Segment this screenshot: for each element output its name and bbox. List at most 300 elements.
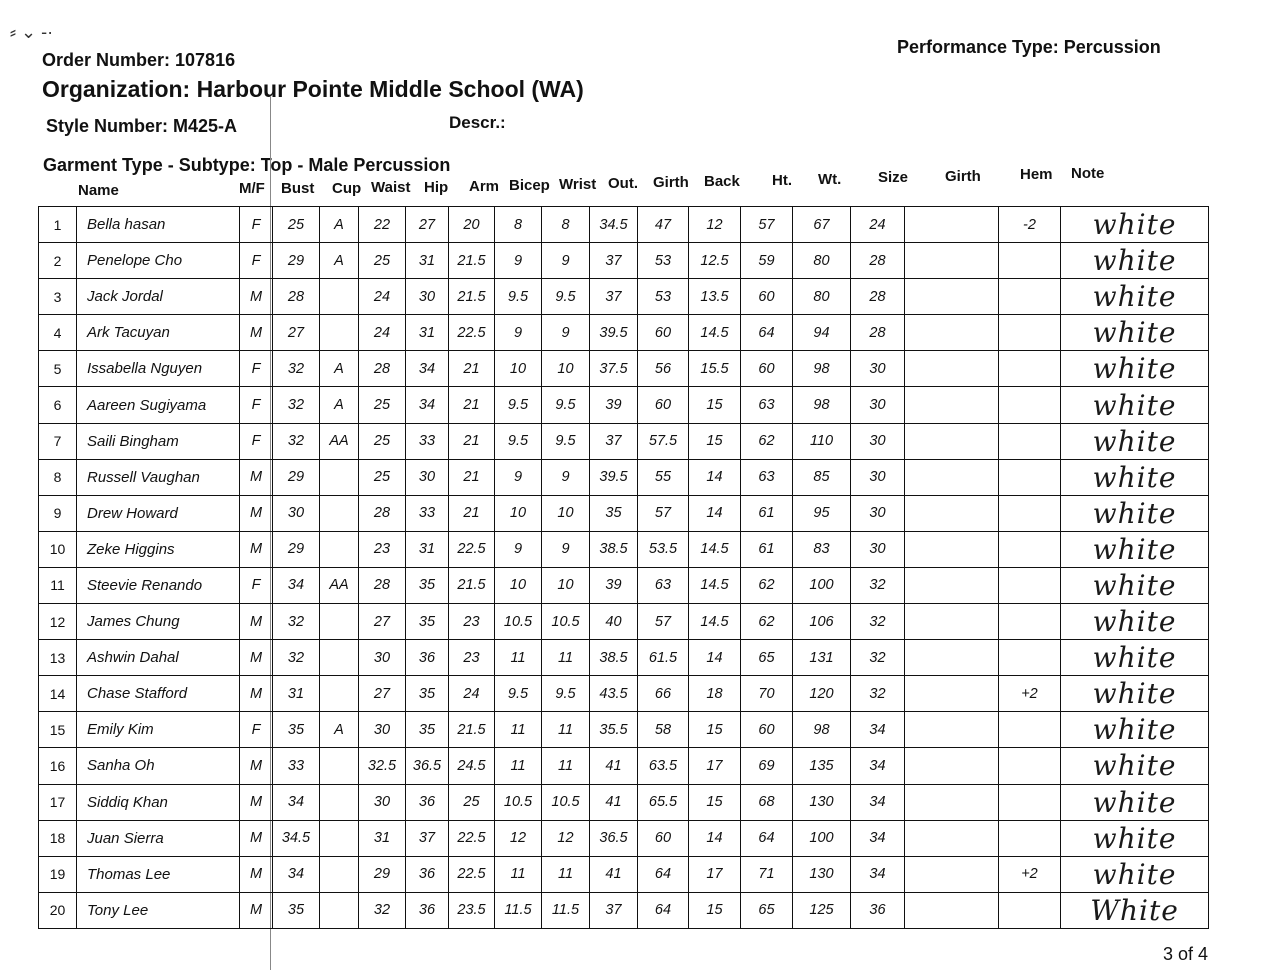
cell-ht: 65 <box>741 892 793 928</box>
cell-cup <box>320 279 359 315</box>
cell-num: 16 <box>39 748 77 784</box>
table-row <box>39 604 1209 640</box>
cell-size: 28 <box>851 315 905 351</box>
cell-back: 12.5 <box>689 243 741 279</box>
cell-hem <box>999 604 1061 640</box>
cell-girth: 53 <box>638 279 689 315</box>
cell-hip: 35 <box>406 676 449 712</box>
cell-bust: 32 <box>273 423 320 459</box>
cell-bust: 34 <box>273 567 320 603</box>
cell-num: 12 <box>39 604 77 640</box>
cell-arm: 24.5 <box>449 748 495 784</box>
cell-ht: 64 <box>741 820 793 856</box>
cell-hip: 31 <box>406 315 449 351</box>
cell-girth: 63 <box>638 567 689 603</box>
cell-hip: 31 <box>406 531 449 567</box>
table-row <box>39 423 1209 459</box>
cell-bust: 29 <box>273 531 320 567</box>
cell-ht: 65 <box>741 640 793 676</box>
cell-ht: 60 <box>741 712 793 748</box>
cell-girth2 <box>905 315 999 351</box>
cell-size: 34 <box>851 820 905 856</box>
cell-cup: A <box>320 712 359 748</box>
cell-name: Steevie Renando <box>77 567 240 603</box>
cell-mf: F <box>240 351 273 387</box>
cell-bicep: 9.5 <box>495 676 542 712</box>
cell-bust: 29 <box>273 459 320 495</box>
cell-girth: 66 <box>638 676 689 712</box>
table-row <box>39 567 1209 603</box>
cell-arm: 24 <box>449 676 495 712</box>
table-row <box>39 640 1209 676</box>
cell-bicep: 11.5 <box>495 892 542 928</box>
table-row <box>39 207 1209 243</box>
cell-girth2 <box>905 495 999 531</box>
cell-mf: M <box>240 279 273 315</box>
cell-mf: M <box>240 640 273 676</box>
table-row <box>39 784 1209 820</box>
cell-wrist: 11 <box>542 712 590 748</box>
cell-note: white <box>1061 531 1209 567</box>
cell-wt: 120 <box>793 676 851 712</box>
cell-girth2 <box>905 856 999 892</box>
cell-wt: 135 <box>793 748 851 784</box>
cell-girth: 60 <box>638 820 689 856</box>
cell-girth: 58 <box>638 712 689 748</box>
cell-size: 30 <box>851 423 905 459</box>
cell-cup <box>320 856 359 892</box>
cell-note: white <box>1061 315 1209 351</box>
cell-cup <box>320 604 359 640</box>
cell-out: 35.5 <box>590 712 638 748</box>
cell-girth2 <box>905 243 999 279</box>
cell-name: Aareen Sugiyama <box>77 387 240 423</box>
cell-wt: 80 <box>793 243 851 279</box>
cell-size: 34 <box>851 712 905 748</box>
cell-size: 30 <box>851 531 905 567</box>
cell-girth2 <box>905 604 999 640</box>
cell-out: 38.5 <box>590 640 638 676</box>
cell-cup: A <box>320 387 359 423</box>
cell-ht: 61 <box>741 495 793 531</box>
cell-wrist: 9 <box>542 243 590 279</box>
table-row <box>39 243 1209 279</box>
cell-out: 40 <box>590 604 638 640</box>
cell-mf: M <box>240 315 273 351</box>
cell-wt: 95 <box>793 495 851 531</box>
cell-girth: 55 <box>638 459 689 495</box>
cell-out: 36.5 <box>590 820 638 856</box>
cell-back: 13.5 <box>689 279 741 315</box>
col-header-back: Back <box>704 173 740 190</box>
cell-name: Saili Bingham <box>77 423 240 459</box>
cell-hip: 36.5 <box>406 748 449 784</box>
cell-wt: 125 <box>793 892 851 928</box>
cell-back: 17 <box>689 856 741 892</box>
cell-cup <box>320 459 359 495</box>
cell-girth2 <box>905 820 999 856</box>
cell-cup <box>320 495 359 531</box>
cell-wrist: 10 <box>542 351 590 387</box>
cell-bicep: 11 <box>495 640 542 676</box>
cell-girth2 <box>905 459 999 495</box>
cell-arm: 21 <box>449 459 495 495</box>
cell-out: 41 <box>590 748 638 784</box>
cell-waist: 32.5 <box>359 748 406 784</box>
cell-waist: 27 <box>359 604 406 640</box>
cell-hem <box>999 712 1061 748</box>
cell-arm: 25 <box>449 784 495 820</box>
cell-cup: AA <box>320 423 359 459</box>
cell-size: 30 <box>851 459 905 495</box>
cell-hem <box>999 892 1061 928</box>
cell-name: Bella hasan <box>77 207 240 243</box>
cell-note: white <box>1061 495 1209 531</box>
cell-note: white <box>1061 676 1209 712</box>
cell-cup: AA <box>320 567 359 603</box>
col-header-girth: Girth <box>653 174 689 191</box>
cell-name: Ark Tacuyan <box>77 315 240 351</box>
cell-girth2 <box>905 640 999 676</box>
cell-hem <box>999 423 1061 459</box>
cell-mf: M <box>240 495 273 531</box>
cell-wrist: 9 <box>542 315 590 351</box>
cell-girth: 63.5 <box>638 748 689 784</box>
cell-wt: 98 <box>793 712 851 748</box>
col-header-bust: Bust <box>281 180 315 197</box>
cell-ht: 61 <box>741 531 793 567</box>
cell-arm: 21 <box>449 495 495 531</box>
cell-note: white <box>1061 567 1209 603</box>
cell-cup <box>320 748 359 784</box>
cell-bust: 34.5 <box>273 820 320 856</box>
cell-back: 15.5 <box>689 351 741 387</box>
cell-girth2 <box>905 784 999 820</box>
cell-mf: F <box>240 387 273 423</box>
cell-note: white <box>1061 604 1209 640</box>
cell-hem <box>999 315 1061 351</box>
cell-mf: M <box>240 856 273 892</box>
cell-ht: 62 <box>741 423 793 459</box>
cell-num: 18 <box>39 820 77 856</box>
cell-size: 24 <box>851 207 905 243</box>
cell-wt: 83 <box>793 531 851 567</box>
cell-mf: M <box>240 892 273 928</box>
cell-bust: 31 <box>273 676 320 712</box>
cell-name: Issabella Nguyen <box>77 351 240 387</box>
col-header-mf: M/F <box>239 180 265 197</box>
cell-wt: 131 <box>793 640 851 676</box>
cell-hip: 33 <box>406 423 449 459</box>
cell-waist: 24 <box>359 279 406 315</box>
cell-num: 6 <box>39 387 77 423</box>
col-header-arm: Arm <box>469 178 500 195</box>
cell-out: 35 <box>590 495 638 531</box>
cell-name: Drew Howard <box>77 495 240 531</box>
cell-bust: 32 <box>273 351 320 387</box>
cell-wt: 98 <box>793 387 851 423</box>
cell-back: 17 <box>689 748 741 784</box>
cell-out: 37 <box>590 892 638 928</box>
cell-arm: 21 <box>449 387 495 423</box>
cell-size: 28 <box>851 243 905 279</box>
order-number: Order Number: 107816 <box>42 50 236 70</box>
cell-ht: 62 <box>741 567 793 603</box>
cell-ht: 64 <box>741 315 793 351</box>
cell-wt: 67 <box>793 207 851 243</box>
cell-wt: 100 <box>793 820 851 856</box>
cell-bust: 29 <box>273 243 320 279</box>
cell-bicep: 10 <box>495 567 542 603</box>
cell-girth: 60 <box>638 315 689 351</box>
cell-note: white <box>1061 820 1209 856</box>
cell-hip: 35 <box>406 604 449 640</box>
table-row <box>39 531 1209 567</box>
cell-girth: 57 <box>638 495 689 531</box>
cell-wrist: 8 <box>542 207 590 243</box>
cell-back: 15 <box>689 423 741 459</box>
cell-girth: 57 <box>638 604 689 640</box>
cell-size: 30 <box>851 351 905 387</box>
cell-girth: 53 <box>638 243 689 279</box>
cell-back: 14.5 <box>689 567 741 603</box>
table-row <box>39 351 1209 387</box>
cell-bicep: 11 <box>495 748 542 784</box>
cell-out: 34.5 <box>590 207 638 243</box>
cell-waist: 32 <box>359 892 406 928</box>
cell-out: 41 <box>590 856 638 892</box>
cell-girth: 64 <box>638 892 689 928</box>
cell-arm: 21 <box>449 351 495 387</box>
cell-mf: F <box>240 243 273 279</box>
cell-hip: 30 <box>406 459 449 495</box>
cell-hip: 33 <box>406 495 449 531</box>
cell-wrist: 10 <box>542 567 590 603</box>
cell-bust: 33 <box>273 748 320 784</box>
cell-waist: 30 <box>359 640 406 676</box>
cell-wt: 94 <box>793 315 851 351</box>
performance-type: Performance Type: Percussion <box>897 37 1161 57</box>
col-header-ht: Ht. <box>772 172 792 189</box>
measurements-table <box>38 206 1209 929</box>
style-number: Style Number: M425-A <box>46 116 238 136</box>
cell-wrist: 10.5 <box>542 604 590 640</box>
cell-girth2 <box>905 207 999 243</box>
cell-waist: 28 <box>359 495 406 531</box>
cell-name: Penelope Cho <box>77 243 240 279</box>
cell-hip: 31 <box>406 243 449 279</box>
cell-arm: 22.5 <box>449 531 495 567</box>
cell-size: 34 <box>851 784 905 820</box>
cell-arm: 22.5 <box>449 856 495 892</box>
cell-girth: 61.5 <box>638 640 689 676</box>
cell-wt: 100 <box>793 567 851 603</box>
cell-bicep: 11 <box>495 856 542 892</box>
cell-waist: 28 <box>359 351 406 387</box>
cell-bust: 32 <box>273 640 320 676</box>
cell-wrist: 12 <box>542 820 590 856</box>
cell-note: white <box>1061 748 1209 784</box>
cell-girth2 <box>905 676 999 712</box>
cell-bust: 34 <box>273 856 320 892</box>
cell-bust: 32 <box>273 604 320 640</box>
cell-wrist: 10 <box>542 495 590 531</box>
cell-hem <box>999 279 1061 315</box>
cell-wt: 80 <box>793 279 851 315</box>
cell-waist: 24 <box>359 315 406 351</box>
cell-girth2 <box>905 567 999 603</box>
cell-waist: 29 <box>359 856 406 892</box>
cell-back: 15 <box>689 892 741 928</box>
cell-mf: M <box>240 784 273 820</box>
cell-size: 30 <box>851 387 905 423</box>
cell-size: 32 <box>851 676 905 712</box>
cell-arm: 21.5 <box>449 567 495 603</box>
cell-name: Jack Jordal <box>77 279 240 315</box>
cell-girth2 <box>905 892 999 928</box>
cell-note: white <box>1061 207 1209 243</box>
cell-bicep: 9 <box>495 531 542 567</box>
cell-waist: 25 <box>359 459 406 495</box>
col-header-bicep: Bicep <box>509 177 550 194</box>
corner-mark-icon: ⸗ ⌄ ‐· <box>10 22 54 42</box>
cell-girth2 <box>905 423 999 459</box>
cell-name: Russell Vaughan <box>77 459 240 495</box>
table-row <box>39 820 1209 856</box>
cell-num: 20 <box>39 892 77 928</box>
cell-back: 15 <box>689 784 741 820</box>
cell-bust: 34 <box>273 784 320 820</box>
cell-mf: M <box>240 531 273 567</box>
cell-ht: 62 <box>741 604 793 640</box>
cell-cup: A <box>320 243 359 279</box>
cell-size: 34 <box>851 856 905 892</box>
cell-cup: A <box>320 207 359 243</box>
cell-out: 37 <box>590 423 638 459</box>
cell-ht: 71 <box>741 856 793 892</box>
cell-back: 12 <box>689 207 741 243</box>
cell-name: Siddiq Khan <box>77 784 240 820</box>
cell-mf: M <box>240 604 273 640</box>
cell-hip: 35 <box>406 567 449 603</box>
description-label: Descr.: <box>449 113 506 132</box>
cell-bicep: 9 <box>495 459 542 495</box>
cell-ht: 69 <box>741 748 793 784</box>
cell-wt: 98 <box>793 351 851 387</box>
cell-bust: 30 <box>273 495 320 531</box>
cell-girth2 <box>905 351 999 387</box>
cell-cup <box>320 892 359 928</box>
cell-ht: 59 <box>741 243 793 279</box>
table-row <box>39 495 1209 531</box>
cell-note: white <box>1061 459 1209 495</box>
cell-size: 34 <box>851 748 905 784</box>
cell-note: white <box>1061 279 1209 315</box>
col-header-out: Out. <box>608 175 638 192</box>
table-row <box>39 279 1209 315</box>
cell-out: 39 <box>590 567 638 603</box>
cell-note: white <box>1061 243 1209 279</box>
cell-wrist: 11.5 <box>542 892 590 928</box>
cell-hem <box>999 495 1061 531</box>
page-number: 3 of 4 <box>1163 944 1209 964</box>
cell-hem <box>999 387 1061 423</box>
cell-cup <box>320 820 359 856</box>
cell-hip: 37 <box>406 820 449 856</box>
cell-waist: 25 <box>359 423 406 459</box>
cell-hip: 36 <box>406 640 449 676</box>
cell-ht: 63 <box>741 459 793 495</box>
cell-arm: 21.5 <box>449 279 495 315</box>
cell-hem <box>999 351 1061 387</box>
cell-girth2 <box>905 748 999 784</box>
cell-waist: 25 <box>359 387 406 423</box>
cell-back: 14.5 <box>689 604 741 640</box>
cell-bicep: 10.5 <box>495 784 542 820</box>
cell-wrist: 9.5 <box>542 279 590 315</box>
cell-girth: 53.5 <box>638 531 689 567</box>
col-header-girth-2: Girth <box>945 168 981 185</box>
cell-back: 18 <box>689 676 741 712</box>
cell-cup <box>320 531 359 567</box>
table-row <box>39 712 1209 748</box>
cell-back: 15 <box>689 387 741 423</box>
cell-wt: 130 <box>793 856 851 892</box>
cell-name: Ashwin Dahal <box>77 640 240 676</box>
cell-cup <box>320 315 359 351</box>
cell-out: 37 <box>590 243 638 279</box>
cell-num: 15 <box>39 712 77 748</box>
garment-type: Garment Type - Subtype: Top - Male Percussion <box>43 155 451 175</box>
col-header-cup: Cup <box>332 180 362 197</box>
cell-hip: 27 <box>406 207 449 243</box>
cell-out: 38.5 <box>590 531 638 567</box>
cell-girth2 <box>905 712 999 748</box>
cell-name: Thomas Lee <box>77 856 240 892</box>
col-header-waist: Waist <box>371 179 411 196</box>
cell-num: 9 <box>39 495 77 531</box>
col-header-note: Note <box>1071 165 1105 182</box>
cell-num: 19 <box>39 856 77 892</box>
cell-back: 14.5 <box>689 315 741 351</box>
cell-wt: 85 <box>793 459 851 495</box>
col-header-name: Name <box>78 182 119 199</box>
cell-girth: 60 <box>638 387 689 423</box>
col-header-hip: Hip <box>424 179 449 196</box>
cell-wrist: 9 <box>542 531 590 567</box>
table-row <box>39 748 1209 784</box>
cell-hem <box>999 820 1061 856</box>
cell-hem <box>999 459 1061 495</box>
cell-hip: 36 <box>406 892 449 928</box>
cell-waist: 27 <box>359 676 406 712</box>
cell-arm: 20 <box>449 207 495 243</box>
cell-waist: 25 <box>359 243 406 279</box>
cell-note: white <box>1061 712 1209 748</box>
cell-name: Sanha Oh <box>77 748 240 784</box>
cell-hip: 34 <box>406 351 449 387</box>
cell-back: 15 <box>689 712 741 748</box>
cell-wrist: 11 <box>542 640 590 676</box>
cell-num: 8 <box>39 459 77 495</box>
cell-name: James Chung <box>77 604 240 640</box>
cell-bicep: 8 <box>495 207 542 243</box>
cell-num: 4 <box>39 315 77 351</box>
table-row <box>39 892 1209 928</box>
cell-girth2 <box>905 531 999 567</box>
cell-girth: 64 <box>638 856 689 892</box>
cell-arm: 23 <box>449 640 495 676</box>
